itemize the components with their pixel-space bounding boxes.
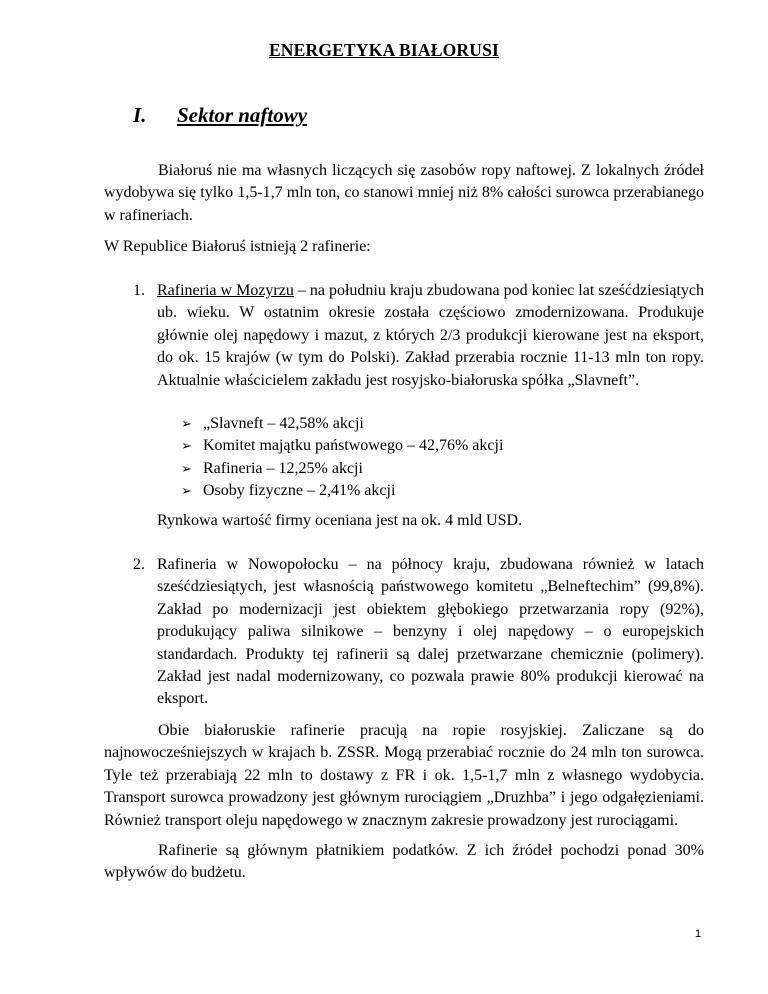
page-number: 1 bbox=[695, 928, 702, 940]
arrow-bullet-icon: ➢ bbox=[181, 484, 192, 500]
list-item: ➢ Rafineria – 12,25% akcji bbox=[181, 458, 681, 480]
list-item-novopolotsk: Rafineria w Nowopołocku – na północy kraju, zbudowana również w latach sześćdziesiątych, jest własnością państwowego komitetu „Belneftechim” (99,8%). Zakład po modernizacji jest obiektem głębokiego przetwarzania ropy (92%), produkujący paliwa silnikowe – benzyny i olej napędowy – o europejskich standardach. Produkty tej rafinerii są dalej przetwarzane chemicznie (polimery). Zakład jest nadal modernizowany, co pozwala prawie 80% produkcji kierować na eksport. bbox=[157, 556, 704, 708]
refinery-name-mozyr: Rafineria w Mozyrzu bbox=[157, 282, 294, 299]
market-value-text: Rynkowa wartość firmy oceniana jest na ok. 4 mld USD. bbox=[157, 512, 523, 529]
arrow-bullet-icon: ➢ bbox=[181, 461, 192, 477]
section-heading bbox=[133, 103, 307, 128]
paragraph-intro: Białoruś nie ma własnych liczących się zasobów ropy naftowej. Z lokalnych źródeł wydobywa się tylko 1,5-1,7 mln ton, co stanowi mniej niż 8% całości surowca przerabianego w rafineriach. bbox=[104, 162, 704, 224]
arrow-bullet-icon: ➢ bbox=[181, 417, 192, 432]
list-number-1: 1. bbox=[133, 282, 145, 299]
list-item: ➢ Osoby fizyczne – 2,41% akcji bbox=[181, 480, 681, 502]
list-item-mozyr bbox=[157, 280, 704, 392]
document-title: ENERGETYKA BIAŁORUSI bbox=[268, 40, 500, 60]
arrow-bullet-icon: ➢ bbox=[181, 439, 192, 455]
paragraph-refineries-count: W Republice Białoruś istnieją 2 rafinerie: bbox=[104, 238, 371, 255]
shareholders-list bbox=[181, 413, 681, 503]
section-number: I. bbox=[133, 103, 147, 127]
refinery-description-mozyr: – na południu kraju zbudowana pod koniec lat sześćdziesiątych ub. wieku. W ostatnim okresie została częściowo zmodernizowana. Produkuje głównie olej napędowy i mazut, z których 2/3 produkcji kierowane jest na eksport, do ok. 15 krajów (w tym do Polski). Zakład przerabia rocznie 11-13 mln ton ropy. Aktualnie właścicielem zakładu jest rosyjsko-białoruska spółka „Slavneft”. bbox=[157, 282, 705, 389]
paragraph-taxes: Rafinerie są głównym płatnikiem podatków. Z ich źródeł pochodzi ponad 30% wpływów do budżetu. bbox=[104, 842, 704, 882]
list-item: ➢ Komitet majątku państwowego – 42,76% akcji bbox=[181, 435, 681, 457]
list-number-2: 2. bbox=[133, 556, 145, 573]
paragraph-russian-crude: Obie białoruskie rafinerie pracują na ropie rosyjskiej. Zaliczane są do najnowocześniejszych w krajach b. ZSSR. Mogą przerabiać rocznie do 24 mln ton surowca. Tyle też przerabiają 22 mln to dostawy z FR i ok. 1,5-1,7 mln z własnego wydobycia. Transport surowca prowadzony jest głównym rurociągiem „Druzhba” i jego odgałęzieniami. Również transport oleju napędowego w znacznym zakresie prowadzony jest rurociągami. bbox=[104, 722, 704, 829]
list-item: ➢ „Slavneft – 42,58% akcji bbox=[181, 413, 681, 435]
section-title: Sektor naftowy bbox=[177, 103, 308, 127]
